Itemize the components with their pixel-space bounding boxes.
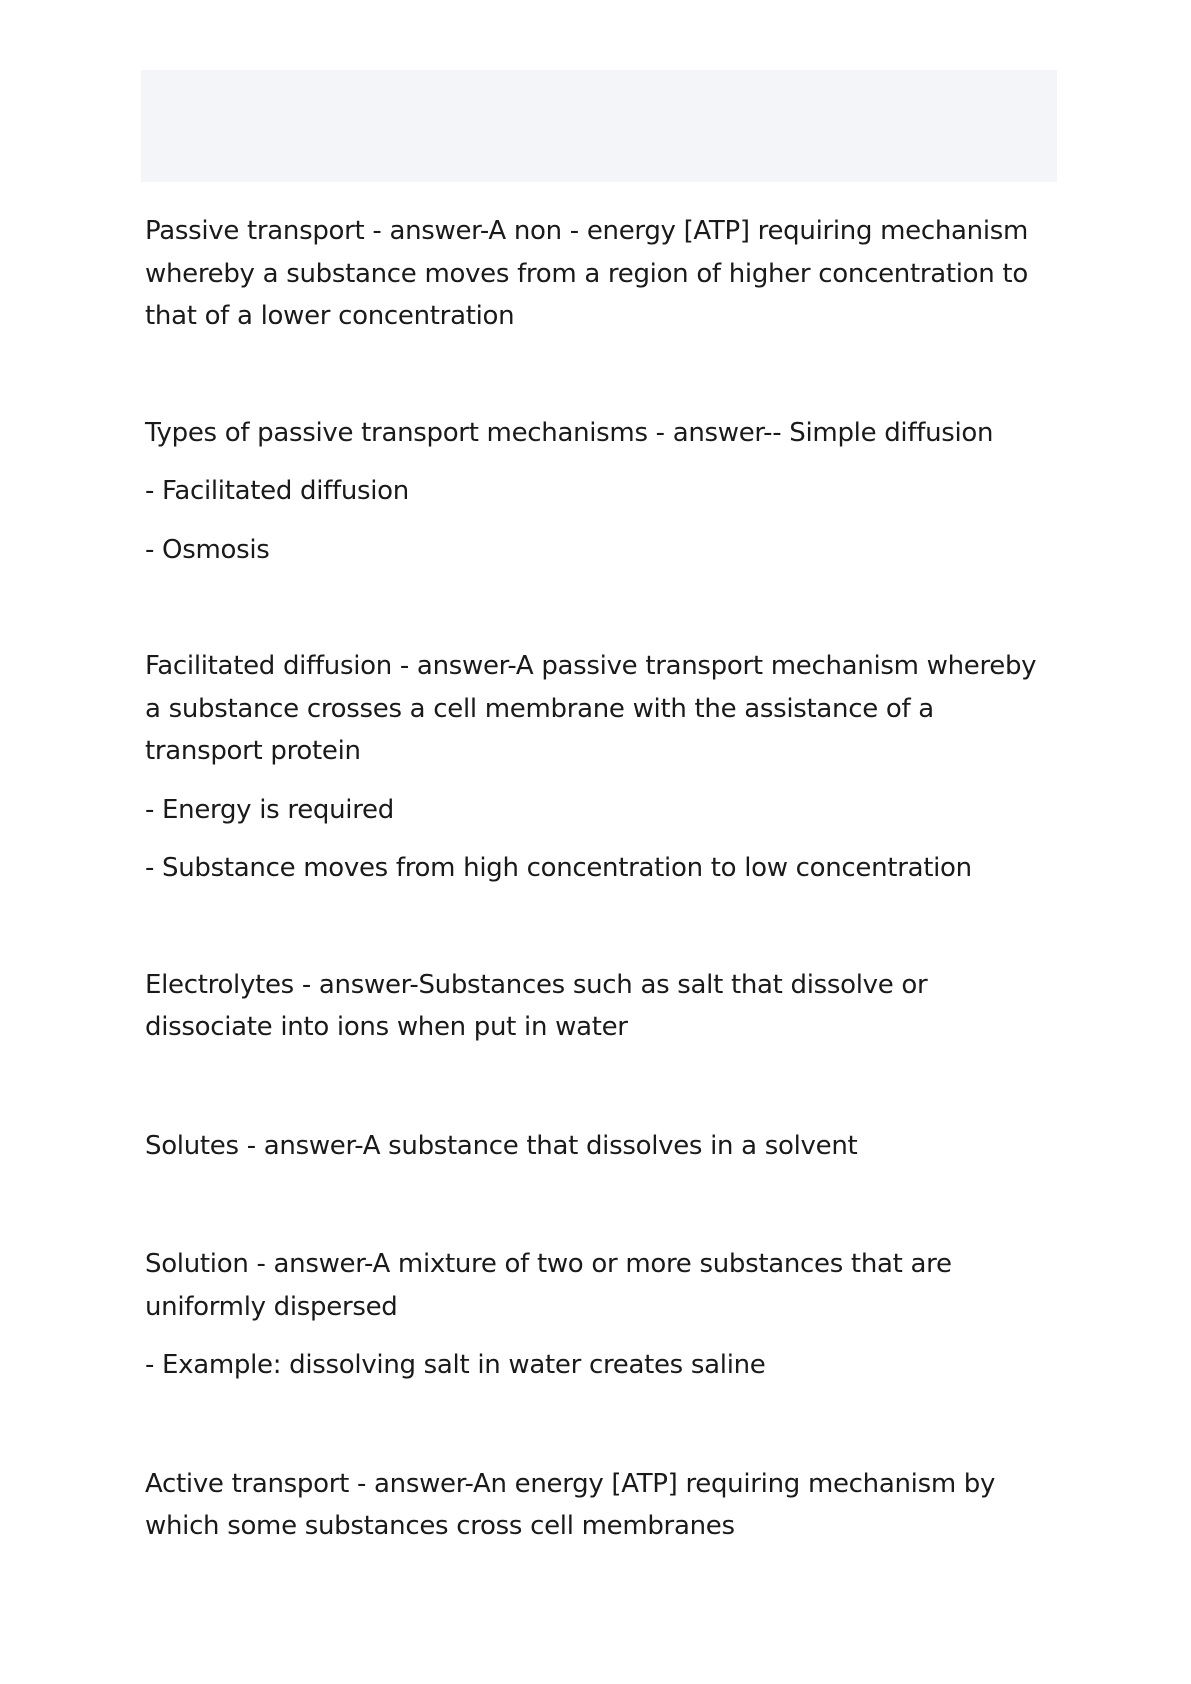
entry-bullet: - Energy is required (145, 794, 394, 825)
entry-electrolytes (145, 964, 1055, 1049)
entry-passive-transport (145, 210, 1055, 338)
entry-text: Active transport - answer-An energy [ATP] requiring mechanism by which some substances cross cell membranes (145, 1468, 996, 1541)
entry-text: Passive transport - answer-A non - energy [ATP] requiring mechanism whereby a substance moves from a region of higher concentration to that of a lower concentration (145, 216, 1029, 331)
entry-passive-transport-types (145, 412, 1055, 572)
entry-bullet: - Example: dissolving salt in water creates saline (145, 1350, 766, 1380)
entry-solutes (145, 1125, 1055, 1168)
entry-active-transport (145, 1463, 1055, 1548)
entry-facilitated-diffusion (145, 645, 1055, 890)
entry-bullet: - Facilitated diffusion (145, 476, 409, 506)
entry-bullet: - Substance moves from high concentration to low concentration (145, 853, 972, 883)
entry-text: Facilitated diffusion - answer-A passive transport mechanism whereby a substance crosses a cell membrane with the assistance of a transport protein (145, 651, 1037, 766)
entry-text: Solution - answer-A mixture of two or more substances that are uniformly dispersed (145, 1249, 952, 1322)
entry-text: Solutes - answer-A substance that dissolves in a solvent (145, 1130, 858, 1161)
document-body (145, 210, 1055, 1548)
entry-text: Electrolytes - answer-Substances such as salt that dissolve or dissociate into ions when put in water (145, 969, 928, 1042)
header-band (141, 70, 1057, 182)
entry-bullet: - Osmosis (145, 534, 270, 565)
entry-solution (145, 1243, 1055, 1387)
entry-text: Types of passive transport mechanisms - answer-- Simple diffusion (145, 417, 994, 448)
